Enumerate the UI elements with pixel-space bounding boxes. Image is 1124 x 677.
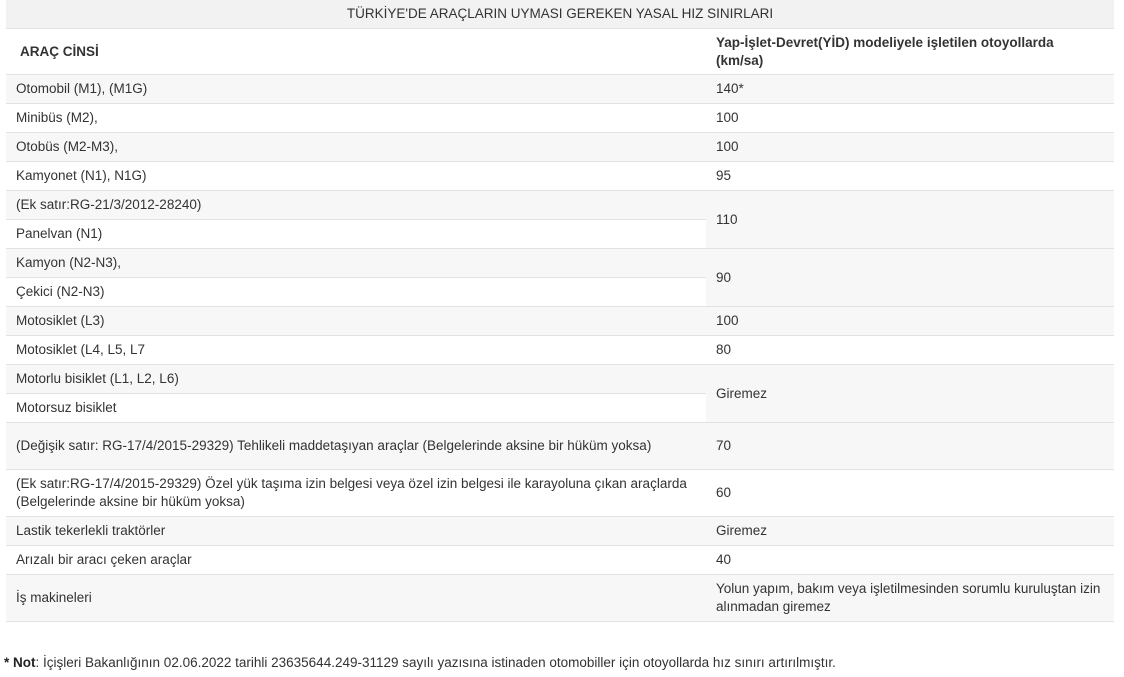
limit-cell: 40: [706, 546, 1114, 575]
vehicle-cell: Panelvan (N1): [6, 220, 706, 249]
footnote-text: : İçişleri Bakanlığının 02.06.2022 tarihli 23635644.249-31129 sayılı yazısına istinaden otomobiller için otoyollarda hız sınırı artırılmıştır.: [35, 655, 836, 670]
vehicle-cell: Çekici (N2-N3): [6, 278, 706, 307]
limit-cell: 60: [706, 470, 1114, 517]
limit-cell: 100: [706, 307, 1114, 336]
table-row: [6, 546, 1114, 575]
table-row: [6, 307, 1114, 336]
table-row: [6, 423, 1114, 470]
vehicle-cell: (Ek satır:RG-21/3/2012-28240): [6, 191, 706, 220]
limit-cell: 90: [706, 249, 1114, 307]
vehicle-cell: Motosiklet (L4, L5, L7: [6, 336, 706, 365]
table-row: [6, 336, 1114, 365]
limit-cell: Giremez: [706, 517, 1114, 546]
limit-cell: 80: [706, 336, 1114, 365]
limit-cell: 100: [706, 133, 1114, 162]
limit-cell: 140*: [706, 75, 1114, 104]
header-vehicle-type: ARAÇ CİNSİ: [6, 29, 706, 75]
limit-cell: 70: [706, 423, 1114, 470]
table-title-row: [6, 0, 1114, 29]
vehicle-cell: İş makineleri: [6, 575, 706, 622]
table-row: [6, 575, 1114, 622]
table-row: [6, 249, 1114, 278]
vehicle-cell: (Ek satır:RG-17/4/2015-29329) Özel yük taşıma izin belgesi veya özel izin belgesi ile karayoluna çıkan araçlarda (Belgelerinde aksine bir hüküm yoksa): [6, 470, 706, 517]
vehicle-cell: Minibüs (M2),: [6, 104, 706, 133]
vehicle-cell: Arızalı bir aracı çeken araçlar: [6, 546, 706, 575]
speed-limits-table: [6, 0, 1114, 622]
table-row: [6, 75, 1114, 104]
table-row: [6, 104, 1114, 133]
vehicle-cell: Kamyonet (N1), N1G): [6, 162, 706, 191]
vehicle-cell: Lastik tekerlekli traktörler: [6, 517, 706, 546]
vehicle-cell: Motorsuz bisiklet: [6, 394, 706, 423]
limit-cell: 95: [706, 162, 1114, 191]
table-header-row: [6, 29, 1114, 75]
table-row: [6, 365, 1114, 394]
table-row: [6, 133, 1114, 162]
table-row: [6, 517, 1114, 546]
footnote-label: * Not: [4, 655, 36, 670]
vehicle-cell: (Değişik satır: RG-17/4/2015-29329) Tehlikeli maddetaşıyan araçlar (Belgelerinde aksine bir hüküm yoksa): [6, 423, 706, 470]
vehicle-cell: Otobüs (M2-M3),: [6, 133, 706, 162]
table-row: [6, 191, 1114, 220]
header-speed-limit: Yap-İşlet-Devret(YİD) modeliyele işletilen otoyollarda (km/sa): [706, 29, 1114, 75]
limit-cell: Giremez: [706, 365, 1114, 423]
table-row: [6, 162, 1114, 191]
vehicle-cell: Kamyon (N2-N3),: [6, 249, 706, 278]
vehicle-cell: Motosiklet (L3): [6, 307, 706, 336]
footnote: [4, 655, 836, 670]
limit-cell: Yolun yapım, bakım veya işletilmesinden sorumlu kuruluştan izin alınmadan giremez: [706, 575, 1114, 622]
vehicle-cell: Motorlu bisiklet (L1, L2, L6): [6, 365, 706, 394]
speed-limits-table-wrapper: [6, 0, 1114, 622]
vehicle-cell: Otomobil (M1), (M1G): [6, 75, 706, 104]
limit-cell: 110: [706, 191, 1114, 249]
limit-cell: 100: [706, 104, 1114, 133]
table-title: TÜRKİYE'DE ARAÇLARIN UYMASI GEREKEN YASAL HIZ SINIRLARI: [6, 0, 1114, 29]
table-row: [6, 470, 1114, 517]
